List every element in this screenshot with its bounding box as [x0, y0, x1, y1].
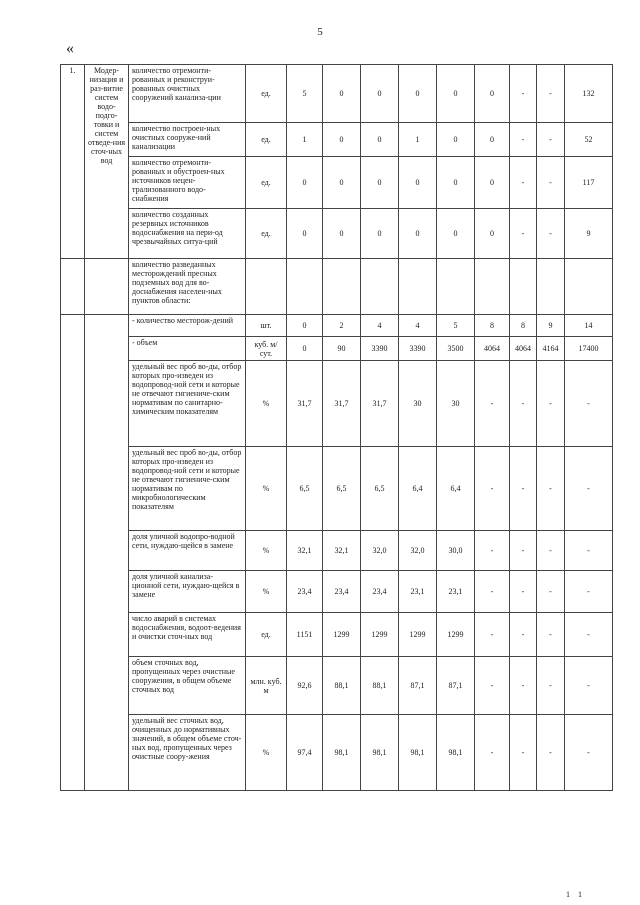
unit-cell: шт.: [246, 315, 287, 337]
value-cell: -: [510, 571, 537, 613]
value-cell: -: [537, 65, 565, 123]
value-cell: 0: [287, 209, 323, 259]
value-cell: 3390: [399, 337, 437, 361]
value-cell: 97,4: [287, 715, 323, 791]
value-cell: 4064: [475, 337, 510, 361]
indicator-cell: количество построен-ных очистных сооруже-ний канализации: [129, 123, 246, 157]
value-cell: 8: [510, 315, 537, 337]
value-cell: [287, 259, 323, 315]
indicator-cell: доля уличной водопро-водной сети, нуждаю-щейся в замене: [129, 531, 246, 571]
value-cell: 1299: [399, 613, 437, 657]
table-row: [61, 715, 613, 791]
value-cell: 6,5: [287, 447, 323, 531]
table-row: [61, 613, 613, 657]
indicator-cell: - объем: [129, 337, 246, 361]
indicator-cell: количество разведанных месторождений пресных подземных вод для во-доснабжения населен-ных пунктов области:: [129, 259, 246, 315]
value-cell: 30: [437, 361, 475, 447]
value-cell: 23,4: [323, 571, 361, 613]
unit-cell: ед.: [246, 123, 287, 157]
value-cell: 30,0: [437, 531, 475, 571]
value-cell: [537, 259, 565, 315]
value-cell: -: [510, 715, 537, 791]
value-cell: -: [565, 657, 613, 715]
value-cell: 92,6: [287, 657, 323, 715]
value-cell: 0: [475, 123, 510, 157]
value-cell: -: [537, 123, 565, 157]
value-cell: 23,4: [361, 571, 399, 613]
value-cell: 0: [287, 337, 323, 361]
value-cell: 0: [361, 209, 399, 259]
value-cell: 98,1: [399, 715, 437, 791]
indicators-table: [60, 64, 613, 791]
value-cell: [323, 259, 361, 315]
value-cell: -: [565, 447, 613, 531]
table-row: [61, 657, 613, 715]
indicator-cell: удельный вес проб во-ды, отбор которых про-изведен из водопровод-ной сети и которые не отвечают гигиениче-ским нормативам по микробиологическим показателям: [129, 447, 246, 531]
indicator-cell: - количество месторож-дений: [129, 315, 246, 337]
value-cell: 0: [475, 157, 510, 209]
value-cell: 4064: [510, 337, 537, 361]
unit-cell: ед.: [246, 157, 287, 209]
indicator-cell: количество отремонти-рованных и реконструи-рованных очистных сооружений канализа-ции: [129, 65, 246, 123]
indicator-cell: число аварий в системах водоснабжения, водоот-ведения и очистки сточ-ных вод: [129, 613, 246, 657]
table-row: [61, 209, 613, 259]
program-number-empty: [61, 315, 85, 791]
value-cell: 0: [323, 123, 361, 157]
table-row: [61, 315, 613, 337]
value-cell: 2: [323, 315, 361, 337]
value-cell: 1299: [323, 613, 361, 657]
value-cell: -: [565, 531, 613, 571]
value-cell: 30: [399, 361, 437, 447]
table-row: [61, 571, 613, 613]
table-row: [61, 123, 613, 157]
unit-cell: %: [246, 571, 287, 613]
value-cell: 32,0: [399, 531, 437, 571]
value-cell: -: [565, 571, 613, 613]
value-cell: 0: [399, 65, 437, 123]
value-cell: 0: [361, 157, 399, 209]
value-cell: 98,1: [437, 715, 475, 791]
table-row: [61, 337, 613, 361]
value-cell: -: [475, 571, 510, 613]
value-cell: 0: [361, 65, 399, 123]
value-cell: -: [510, 65, 537, 123]
indicator-cell: количество отремонти-рованных и обустроен-ных источников нецен-трализованного водо-снабжения: [129, 157, 246, 209]
value-cell: 23,4: [287, 571, 323, 613]
value-cell: 0: [399, 157, 437, 209]
program-name-empty: [85, 315, 129, 791]
value-cell: 31,7: [287, 361, 323, 447]
value-cell: 1: [287, 123, 323, 157]
value-cell: -: [537, 571, 565, 613]
value-cell: 31,7: [323, 361, 361, 447]
table-row: [61, 447, 613, 531]
value-cell: 0: [323, 157, 361, 209]
value-cell: 1299: [361, 613, 399, 657]
value-cell: 3390: [361, 337, 399, 361]
program-number: 1.: [61, 65, 85, 259]
value-cell: 88,1: [361, 657, 399, 715]
value-cell: [565, 259, 613, 315]
value-cell: -: [565, 715, 613, 791]
value-cell: 14: [565, 315, 613, 337]
value-cell: -: [475, 613, 510, 657]
value-cell: 0: [361, 123, 399, 157]
value-cell: 6,4: [399, 447, 437, 531]
value-cell: -: [475, 361, 510, 447]
value-cell: -: [537, 209, 565, 259]
page-number: 5: [317, 26, 323, 38]
value-cell: 1299: [437, 613, 475, 657]
value-cell: -: [537, 447, 565, 531]
value-cell: 4164: [537, 337, 565, 361]
value-cell: 0: [475, 65, 510, 123]
value-cell: [399, 259, 437, 315]
value-cell: 0: [437, 209, 475, 259]
value-cell: 132: [565, 65, 613, 123]
value-cell: 23,1: [437, 571, 475, 613]
unit-cell: %: [246, 361, 287, 447]
unit-cell: ед.: [246, 65, 287, 123]
value-cell: 1: [399, 123, 437, 157]
table-row: [61, 531, 613, 571]
unit-cell: %: [246, 447, 287, 531]
value-cell: 4: [399, 315, 437, 337]
indicator-cell: удельный вес проб во-ды, отбор которых про-изведен из водопровод-ной сети и которые не отвечают гигиениче-ским нормативам по санитарно-химическим показателям: [129, 361, 246, 447]
value-cell: 5: [437, 315, 475, 337]
indicator-cell: объем сточных вод, пропущенных через очистные сооружения, в общем объеме сточных вод: [129, 657, 246, 715]
value-cell: 88,1: [323, 657, 361, 715]
value-cell: -: [510, 657, 537, 715]
unit-cell: млн. куб. м: [246, 657, 287, 715]
value-cell: -: [565, 613, 613, 657]
unit-cell: %: [246, 715, 287, 791]
unit-cell: [246, 259, 287, 315]
quote-mark: «: [66, 40, 74, 57]
indicator-cell: количество созданных резервных источников водоснабжения на пери-од чрезвычайных ситуа-ций: [129, 209, 246, 259]
value-cell: 0: [287, 315, 323, 337]
value-cell: -: [510, 531, 537, 571]
value-cell: 0: [399, 209, 437, 259]
unit-cell: ед.: [246, 209, 287, 259]
unit-cell: ед.: [246, 613, 287, 657]
value-cell: -: [510, 447, 537, 531]
table-row: [61, 157, 613, 209]
footer-mark: 1 1: [566, 890, 585, 899]
table-row: [61, 361, 613, 447]
value-cell: 6,5: [361, 447, 399, 531]
value-cell: 31,7: [361, 361, 399, 447]
value-cell: [510, 259, 537, 315]
unit-cell: куб. м/ сут.: [246, 337, 287, 361]
value-cell: -: [537, 531, 565, 571]
value-cell: -: [475, 657, 510, 715]
value-cell: 98,1: [361, 715, 399, 791]
value-cell: 0: [475, 209, 510, 259]
value-cell: 9: [537, 315, 565, 337]
table-row: [61, 65, 613, 123]
value-cell: 0: [437, 157, 475, 209]
value-cell: 6,5: [323, 447, 361, 531]
value-cell: 87,1: [399, 657, 437, 715]
value-cell: -: [510, 361, 537, 447]
value-cell: 5: [287, 65, 323, 123]
value-cell: -: [510, 123, 537, 157]
value-cell: 3500: [437, 337, 475, 361]
value-cell: [361, 259, 399, 315]
value-cell: -: [537, 361, 565, 447]
value-cell: 32,1: [323, 531, 361, 571]
value-cell: -: [537, 657, 565, 715]
value-cell: -: [537, 613, 565, 657]
value-cell: 9: [565, 209, 613, 259]
value-cell: 32,0: [361, 531, 399, 571]
value-cell: 17400: [565, 337, 613, 361]
value-cell: -: [537, 715, 565, 791]
value-cell: 0: [323, 209, 361, 259]
value-cell: 52: [565, 123, 613, 157]
value-cell: -: [475, 715, 510, 791]
unit-cell: %: [246, 531, 287, 571]
value-cell: -: [475, 447, 510, 531]
value-cell: 0: [437, 123, 475, 157]
value-cell: -: [510, 209, 537, 259]
value-cell: 0: [287, 157, 323, 209]
value-cell: 8: [475, 315, 510, 337]
value-cell: 98,1: [323, 715, 361, 791]
value-cell: -: [565, 361, 613, 447]
value-cell: 4: [361, 315, 399, 337]
value-cell: 1151: [287, 613, 323, 657]
value-cell: 90: [323, 337, 361, 361]
value-cell: [437, 259, 475, 315]
value-cell: -: [537, 157, 565, 209]
value-cell: 23,1: [399, 571, 437, 613]
indicator-cell: удельный вес сточных вод, очищенных до нормативных значений, в общем объеме сточ-ных вод, пропущенных через очистные соору-жения: [129, 715, 246, 791]
value-cell: 0: [437, 65, 475, 123]
value-cell: -: [475, 531, 510, 571]
value-cell: 6,4: [437, 447, 475, 531]
program-number-empty: [61, 259, 85, 315]
value-cell: -: [510, 157, 537, 209]
value-cell: 87,1: [437, 657, 475, 715]
value-cell: [475, 259, 510, 315]
value-cell: 32,1: [287, 531, 323, 571]
program-name-empty: [85, 259, 129, 315]
value-cell: 0: [323, 65, 361, 123]
value-cell: 117: [565, 157, 613, 209]
table-row: [61, 259, 613, 315]
program-name: Модер-низация и раз-витие систем водо-подго-товки и систем отведе-ния сточ-ных вод: [85, 65, 129, 259]
indicator-cell: доля уличной канализа-ционной сети, нуждаю-щейся в замене: [129, 571, 246, 613]
value-cell: -: [510, 613, 537, 657]
